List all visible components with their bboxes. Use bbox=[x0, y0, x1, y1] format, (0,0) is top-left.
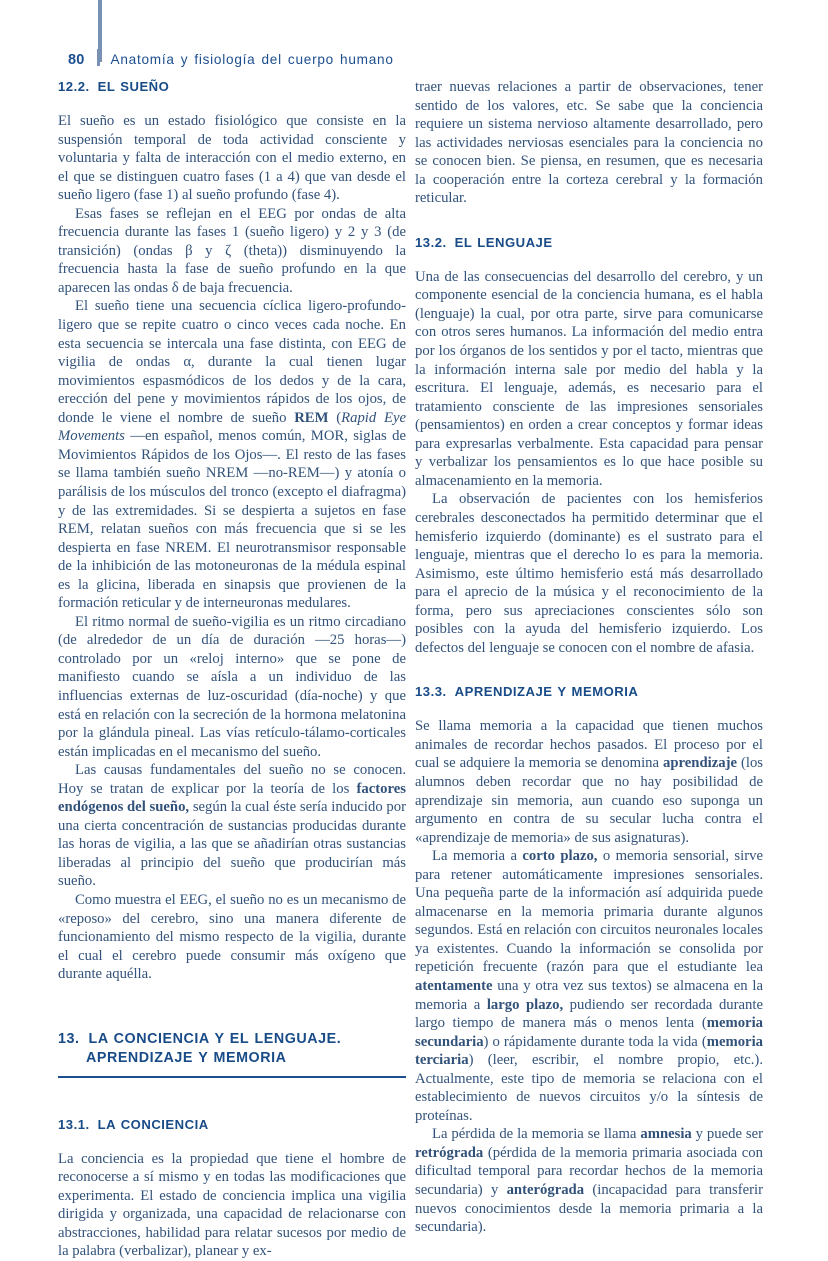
paragraph-language: Una de las consecuencias del desarrollo del cerebro, y un componente esencial de la conciencia humana, es el habla (lenguaje) la cual, por otra parte, sirve para comunicarse con otros seres humanos. La información del medio entra por los órganos de los sentidos y por el tacto, mientras que la información interna sale por medio del habla y la escritura. El lenguaje, además, es necesario para el tratamiento consciente de las impresiones sensoriales (pensamientos) en orden a crear conceptos y formar ideas para expresarlas verbalmente. Esta capacidad para pensar y verbalizar los pensamientos es lo que hace posible su almacenamiento en la memoria. bbox=[415, 268, 763, 489]
heading-13-3 bbox=[415, 683, 763, 700]
heading-13-2-title: EL LENGUAJE bbox=[454, 234, 553, 250]
paragraph-hemispheres: La observación de pacientes con los hemisferios cerebrales desconectados ha permitido determinar que el hemisferio izquierdo (dominante) es el sustrato para el lenguaje, mientras que el derecho lo es para la memoria. Asimismo, este último hemisferio está más desarrollado para el aprecio de la música y el reconocimiento de la forma, pero sus apreciaciones conscientes sólo son posibles con la ayuda del hemisferio izquierdo. Los defectos del lenguaje se conocen con el nombre de afasia. bbox=[415, 491, 763, 656]
rem-text-c: —en español, menos común, MOR, siglas de Movimientos Rápidos de los Ojos—. El resto de las fases se llama también sueño NREM —no-REM—) y atonía o parálisis de los músculos del tronco (excepto el diafragma) y de las extremidades. Si se despierta a sujetos en fase REM, relatan sueños con más frecuencia que si se les despierta en fase NREM. El neurotransmisor responsable de la inhibición de las motoneuronas de la médula espinal es la glicina, liberada en sinapsis que provienen de la formación reticular y de interneuronas medulares. bbox=[58, 428, 406, 612]
heading-12-2-title: EL SUEÑO bbox=[97, 79, 170, 94]
amnesia-text-d: (incapacidad para transferir nuevos conocimientos desde la memoria primaria a la secundaria). bbox=[415, 1182, 763, 1236]
memory-text-f: ) (leer, escribir, el nombre propio, etc.). Actualmente, este tipo de memoria se relaciona con el establecimiento de nuevos circuitos y/o la síntesis de proteínas. bbox=[415, 1052, 763, 1124]
heading-13-1-title: LA CONCIENCIA bbox=[97, 1116, 209, 1132]
heading-13-2-number: 13.2. bbox=[415, 234, 447, 250]
heading-13 bbox=[58, 1030, 406, 1068]
paragraph-amnesia bbox=[415, 1125, 763, 1236]
corto-plazo-bold: corto plazo, bbox=[522, 848, 598, 865]
paragraph-endogenous-factors bbox=[58, 761, 406, 891]
right-column bbox=[415, 78, 763, 1237]
memory-text-d: pudiendo ser recordada durante largo tiempo de manera más o menos lenta ( bbox=[415, 996, 764, 1032]
memory-text-a: La memoria a bbox=[432, 848, 523, 865]
running-head bbox=[68, 47, 394, 68]
retrograda-bold: retrógrada bbox=[415, 1144, 484, 1161]
rapid-eye-movements-italic: Rapid Eye Movements bbox=[58, 409, 406, 445]
heading-13-3-title: APRENDIZAJE Y MEMORIA bbox=[454, 684, 639, 700]
running-head-separator bbox=[97, 49, 100, 66]
learning-text-b: (los alumnos deben recordar que no hay posibilidad de aprendizaje sin memoria, aun cuando eso suponga un argumento en contra de su secular lucha contra el «aprendizaje de memoria» de sus asignaturas). bbox=[415, 755, 764, 846]
paragraph-consciousness: La conciencia es la propiedad que tiene el hombre de reconocerse a sí mismo y en todas las modificaciones que experimenta. El estado de conciencia implica una vigilia dirigida y organizada, una capacidad de relacionarse con abstracciones, habilidad para relatar sucesos por medio de la palabra (verbalizar), planear y ex- bbox=[58, 1150, 406, 1260]
heading-13-1 bbox=[58, 1116, 406, 1133]
paragraph-circadian-rhythm: El ritmo normal de sueño-vigilia es un ritmo circadiano (de alrededor de un día de duración —25 horas—) controlado por un «reloj interno» que se pone de manifiesto cuando se aísla a un individuo de las influencias externas de luz-oscuridad (día-noche) y que está en relación con la secreción de la hormona melatonina por la glándula pineal. Las vías retículo-tálamo-corticales están implicadas en el mecanismo del sueño. bbox=[58, 613, 406, 760]
largo-plazo-bold: largo plazo, bbox=[486, 996, 564, 1013]
heading-13-2 bbox=[415, 234, 763, 251]
memoria-terciaria-bold: memoria terciaria bbox=[415, 1033, 763, 1069]
heading-13-number: 13. bbox=[58, 1030, 80, 1047]
rem-text-a: El sueño tiene una secuencia cíclica ligero-profundo-ligero que se repite cuatro o cinco veces cada noche. En esta secuencia se intercala una fase distinta, con EEG de vigilia de ondas α, durante la cual tienen lugar movimientos espasmódicos de los dedos y de la cara, erección del pene y movimientos rápidos de los ojos, de donde le viene el nombre de sueño bbox=[58, 298, 406, 426]
endogenous-factors-bold: factores endógenos del sueño, bbox=[58, 780, 406, 816]
heading-12-2-number: 12.2. bbox=[58, 79, 90, 94]
learning-text-a: Se llama memoria a la capacidad que tienen muchos animales de recordar hechos pasados. El proceso por el cual se adquiere la memoria se denomina bbox=[415, 718, 763, 772]
amnesia-text-c: (pérdida de la memoria primaria asociada con dificultad temporal para recordar hechos de la memoria secundaria) y bbox=[415, 1144, 763, 1199]
paragraph-memory-types bbox=[415, 847, 763, 1125]
anterograda-bold: anterógrada bbox=[506, 1182, 585, 1199]
page-number: 80 bbox=[68, 52, 85, 68]
paragraph-brain-not-resting: Como muestra el EEG, el sueño no es un mecanismo de «reposo» del cerebro, sino una manera diferente de funcionamiento del mismo respecto de la vigilia, durante el cual el cerebro puede consumir más oxígeno que durante aquélla. bbox=[58, 891, 406, 983]
amnesia-text-b: y puede ser bbox=[691, 1126, 763, 1143]
memory-text-e: ) o rápidamente durante toda la vida ( bbox=[483, 1033, 707, 1050]
paragraph-consciousness-continued: traer nuevas relaciones a partir de observaciones, tener sentido de los valores, etc. Se sabe que la conciencia requiere un sistema nervioso altamente desarrollado, pero las actividades nerviosas esenciales para la conciencia no se conocen bien. Se piensa, en resumen, que es necesaria la cooperación entre la corteza cerebral y la formación reticular. bbox=[415, 79, 763, 207]
heading-12-2 bbox=[58, 78, 406, 95]
amnesia-text-a: La pérdida de la memoria se llama bbox=[432, 1126, 641, 1143]
paragraph-sleep-eeg-phases: Esas fases se reflejan en el EEG por ondas de alta frecuencia durante las fases 1 (sueño ligero) y 2 y 3 (de transición) (ondas β y ζ (theta)) disminuyendo la frecuencia hasta la fase de sueño profundo en la que aparecen las ondas δ de baja frecuencia. bbox=[58, 205, 406, 296]
paragraph-rem-cycle bbox=[58, 297, 406, 612]
paragraph-sleep-definition: El sueño es un estado fisiológico que consiste en la suspensión temporal de toda actividad consciente y voluntaria y falta de interacción con el medio externo, en el que se distinguen cuatro fases (1 a 4) que van desde el sueño ligero (fase 1) al sueño profundo (fase 4). bbox=[58, 113, 406, 204]
memory-text-b: o memoria sensorial, sirve para retener automáticamente impresiones sensoriales. Una pequeña parte de la información así adquirida puede almacenarse en la memoria primaria durante algunos segundos. Está en relación con circuitos neuronales locales ya existentes. Cuando la información se consolida por repetición frecuente (razón para que el estudiante lea bbox=[415, 848, 763, 976]
paragraph-learning bbox=[415, 717, 763, 847]
memory-text-c: una y otra vez sus textos) se almacena en la memoria a bbox=[415, 978, 763, 1013]
memoria-secundaria-bold: memoria secundaria bbox=[415, 1015, 763, 1050]
atentamente-bold: atentamente bbox=[415, 978, 493, 994]
rem-text-b: ( bbox=[328, 409, 342, 426]
heading-13-line1: LA CONCIENCIA Y EL LENGUAJE. bbox=[88, 1030, 342, 1047]
endogenous-text-b: según la cual éste sería inducido por una cierta concentración de sustancias producidas durante las horas de vigilia, a las que se añadirían otras sustancias liberadas al principio del sueño que producirían más sueño. bbox=[58, 799, 406, 890]
book-title: Anatomía y fisiología del cuerpo humano bbox=[110, 52, 394, 67]
heading-13-3-number: 13.3. bbox=[415, 684, 447, 700]
heading-13-1-number: 13.1. bbox=[58, 1116, 90, 1132]
amnesia-bold: amnesia bbox=[640, 1126, 692, 1143]
heading-13-line2: APRENDIZAJE Y MEMORIA bbox=[86, 1049, 287, 1066]
aprendizaje-bold: aprendizaje bbox=[663, 755, 737, 772]
rem-bold: REM bbox=[294, 409, 329, 426]
endogenous-text-a: Las causas fundamentales del sueño no se conocen. Hoy se tratan de explicar por la teoría de los bbox=[58, 762, 406, 797]
left-column bbox=[58, 78, 406, 1261]
